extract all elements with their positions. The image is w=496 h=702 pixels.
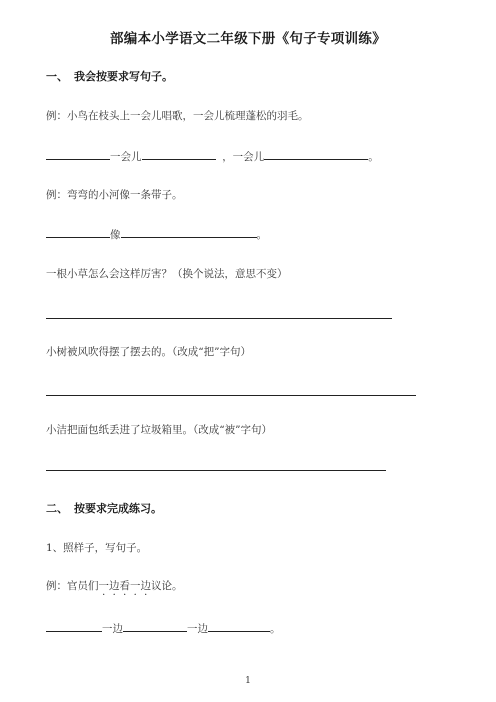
- answer-line-3[interactable]: [46, 318, 392, 319]
- fill-word: 像: [110, 229, 121, 241]
- example-2: 例：弯弯的小河像一条带子。: [46, 189, 183, 201]
- example-prefix: 例：官员们: [46, 580, 99, 592]
- fill-word: 一会儿: [110, 151, 142, 163]
- answer-line-4[interactable]: [46, 395, 416, 396]
- emphasis-char: 边: [109, 580, 120, 592]
- fill-end: 。: [256, 229, 267, 241]
- section-1-number: 一、: [46, 70, 68, 83]
- page-title: 部编本小学语文二年级下册《句子专项训练》: [110, 31, 386, 47]
- fill-word: 一边: [187, 623, 208, 635]
- blank[interactable]: [142, 148, 216, 160]
- fill-word: ，一会儿: [222, 151, 265, 163]
- emphasis-char: 一: [98, 580, 109, 592]
- blank[interactable]: [121, 226, 257, 238]
- section-1-title: 我会按要求写句子。: [74, 70, 173, 83]
- section-2-title: 按要求完成练习。: [74, 502, 162, 515]
- emphasis-char: 一: [130, 580, 141, 592]
- section-1-heading: [46, 68, 173, 84]
- blank[interactable]: [46, 148, 110, 160]
- blank[interactable]: [208, 620, 270, 632]
- question-5: 小洁把面包纸丢进了垃圾箱里。（改成“被”字句）: [46, 424, 272, 436]
- question-3: 一根小草怎么会这样厉害？（换个说法，意思不变）: [46, 268, 288, 280]
- blank[interactable]: [264, 148, 368, 160]
- question-4: 小树被风吹得摆了摆去的。（改成“把”字句）: [46, 346, 251, 358]
- example-3: [46, 578, 183, 593]
- fill-end: 。: [368, 151, 379, 163]
- emphasis-char: 看: [119, 580, 130, 592]
- example-suffix: 议论。: [151, 580, 183, 592]
- emphasis-char: 边: [140, 580, 151, 592]
- fill-line-3: [46, 620, 281, 636]
- section-2-number: 二、: [46, 502, 68, 515]
- fill-line-2: [46, 226, 267, 242]
- fill-end: 。: [270, 623, 281, 635]
- page-number: 1: [245, 676, 251, 686]
- fill-line-1: [46, 148, 379, 164]
- example-1: 例：小鸟在枝头上一会儿唱歌，一会儿梳理蓬松的羽毛。: [46, 110, 309, 122]
- fill-word: 一边: [102, 623, 123, 635]
- blank[interactable]: [46, 620, 102, 632]
- item-1: 1、照样子，写句子。: [46, 542, 148, 554]
- answer-line-5[interactable]: [46, 470, 386, 471]
- blank[interactable]: [46, 226, 110, 238]
- blank[interactable]: [123, 620, 187, 632]
- section-2-heading: [46, 500, 162, 516]
